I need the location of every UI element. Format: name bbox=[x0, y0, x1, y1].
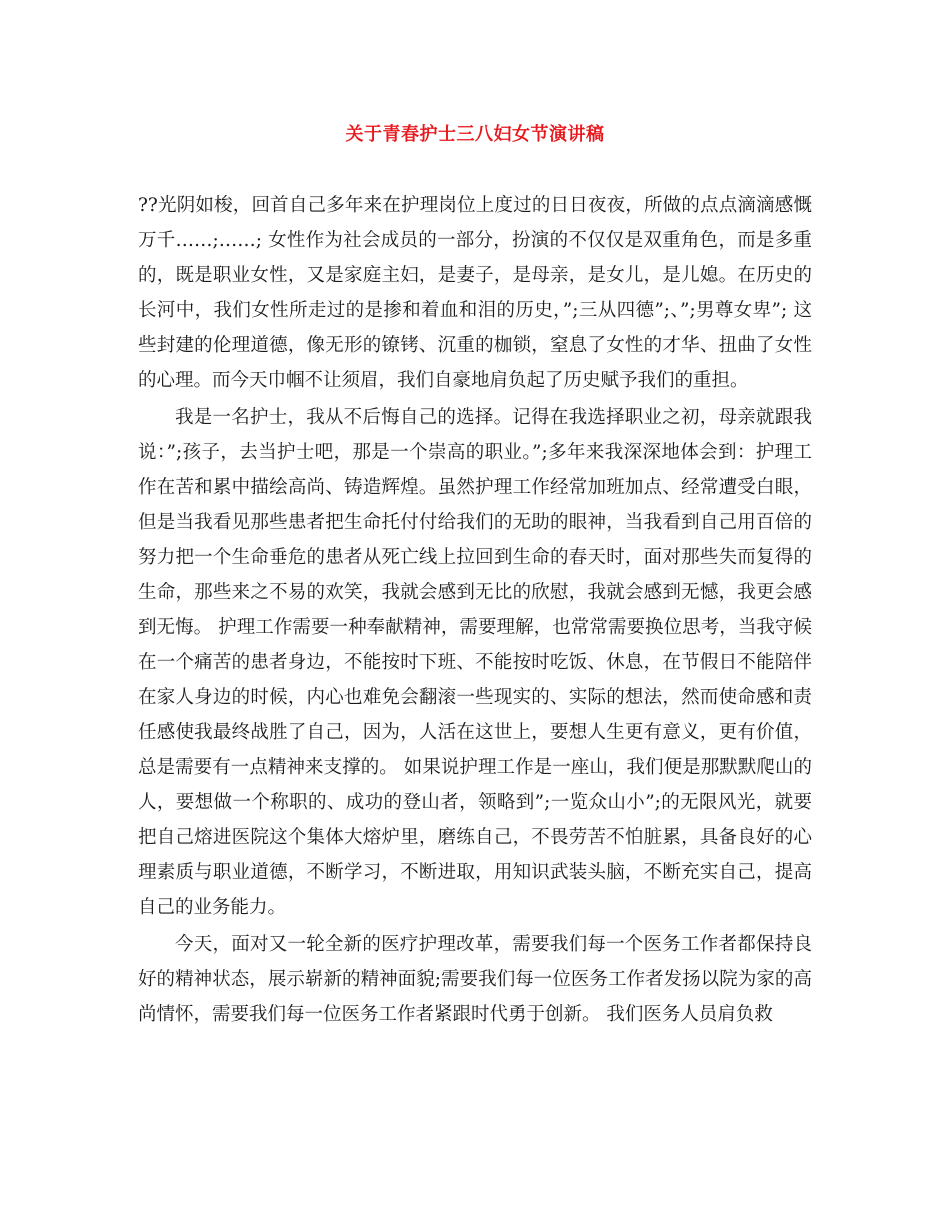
document-title: 关于青春护士三八妇女节演讲稿 bbox=[345, 124, 605, 145]
paragraph-3: 今天，面对又一轮全新的医疗护理改革，需要我们每一个医务工作者都保持良好的精神状态，展示崭新的精神面貌;需要我们每一位医务工作者发扬以院为家的高尚情怀，需要我们每一位医务工作者紧跟时代勇于创新。 我们医务人员肩负救 bbox=[138, 934, 812, 1025]
paragraph-2: 我是一名护士，我从不后悔自己的选择。记得在我选择职业之初，母亲就跟我说：”;孩子，去当护士吧，那是一个崇高的职业。”;多年来我深深地体会到：护理工作在苦和累中描绘高尚、铸造辉煌。虽然护理工作经常加班加点、经常遭受白眼，但是当我看见那些患者把生命托付付给我们的无助的眼神，当我看到自己用百倍的努力把一个生命垂危的患者从死亡线上拉回到生命的春天时，面对那些失而复得的生命，那些来之不易的欢笑，我就会感到无比的欣慰，我就会感到无憾，我更会感到无悔。 护理工作需要一种奉献精神，需要理解，也常常需要换位思考，当我守候在一个痛苦的患者身边，不能按时下班、不能按时吃饭、休息，在节假日不能陪伴在家人身边的时候，内心也难免会翻滚一些现实的、实际的想法，然而使命感和责任感使我最终战胜了自己，因为，人活在这世上，要想人生更有意义，更有价值，总是需要有一点精神来支撑的。 如果说护理工作是一座山，我们便是那默默爬山的人，要想做一个称职的、成功的登山者，领略到”;一览众山小”;的无限风光，就要把自己熔进医院这个集体大熔炉里，磨练自己，不畏劳苦不怕脏累，具备良好的心理素质与职业道德，不断学习，不断进取，用知识武装头脑，不断充实自己，提高自己的业务能力。 bbox=[138, 407, 812, 918]
paragraph-1: ??光阴如梭，回首自己多年来在护理岗位上度过的日日夜夜，所做的点点滴滴感慨万千……;……; 女性作为社会成员的一部分，扮演的不仅仅是双重角色，而是多重的，既是职业女性，又是家庭主妇，是妻子，是母亲，是女儿，是儿媳。在历史的长河中，我们女性所走过的是掺和着血和泪的历史，”;三从四德”;、”;男尊女卑”; 这些封建的伦理道德，像无形的镣铐、沉重的枷锁，窒息了女性的才华、扭曲了女性的心理。而今天巾帼不让须眉，我们自豪地肩负起了历史赋予我们的重担。 bbox=[138, 195, 812, 391]
document-body bbox=[138, 188, 812, 1034]
